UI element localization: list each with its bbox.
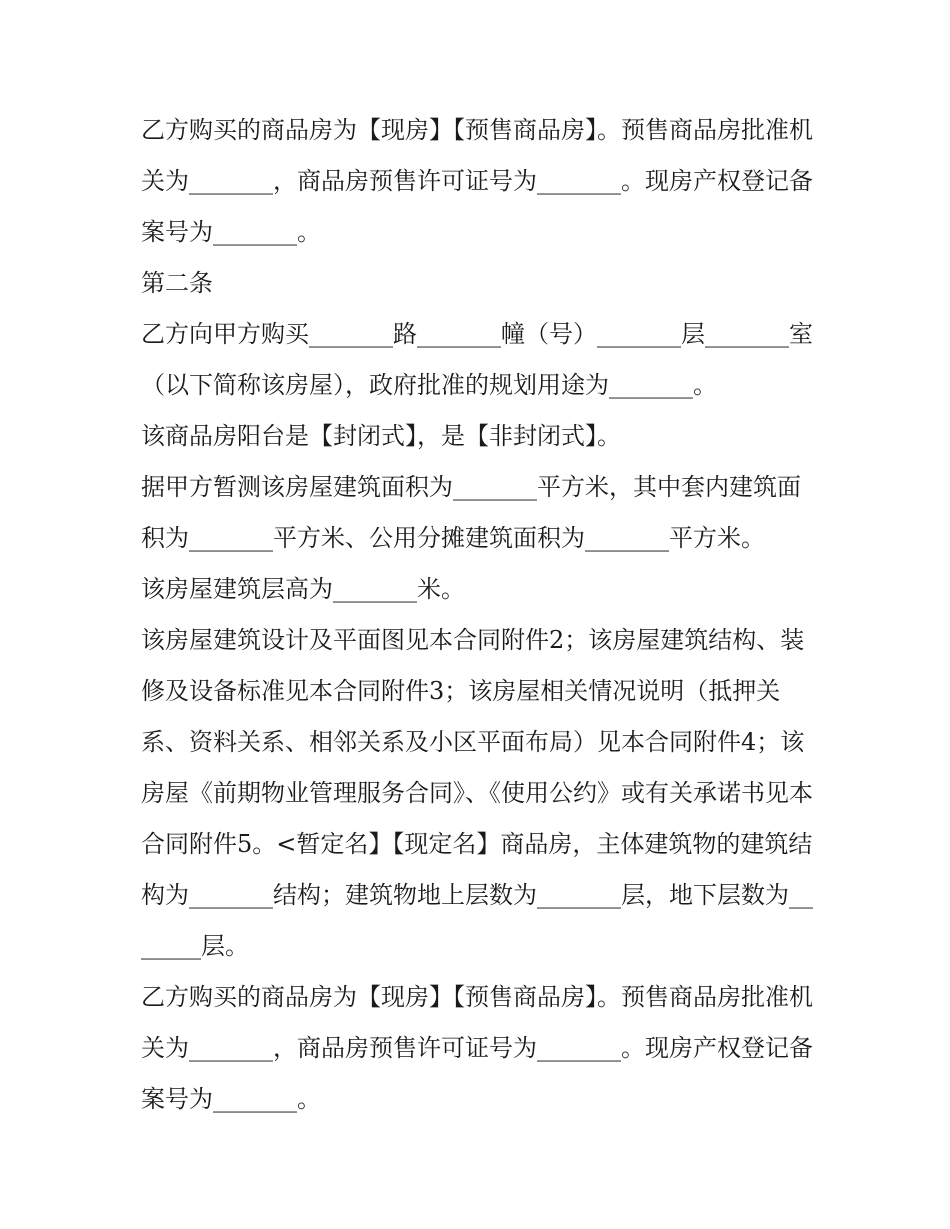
paragraph-area: 据甲方暂测该房屋建筑面积为_______平方米，其中套内建筑面积为_______平方米、公用分摊建筑面积为_______平方米。 <box>141 473 801 552</box>
paragraph-purchase-type: 乙方购买的商品房为【现房】【预售商品房】。预售商品房批准机关为_______，商品房预售许可证号为_______。现房产权登记备案号为_______。 <box>141 116 813 246</box>
paragraph-balcony: 该商品房阳台是【封闭式】，是【非封闭式】。 <box>141 422 621 450</box>
paragraph-attachments: 该房屋建筑设计及平面图见本合同附件2；该房屋建筑结构、装修及设备标准见本合同附件3；该房屋相关情况说明（抵押关系、资料关系、相邻关系及小区平面布局）见本合同附件4；该房屋《前期物业管理服务合同》、《使用公约》或有关承诺书见本合同附件5。<暂定名】【现定名】商品房，主体建筑物的建筑结构为_______结构；建筑物地上层数为_______层，地下层数为_______层。 <box>141 626 813 960</box>
paragraph-floor-height: 该房屋建筑层高为_______米。 <box>141 575 465 603</box>
paragraph-location: 乙方向甲方购买_______路_______幢（号）_______层_______室（以下简称该房屋），政府批准的规划用途为_______。 <box>141 320 813 399</box>
article-heading-2: 第二条 <box>141 269 213 297</box>
document-body <box>141 105 813 1125</box>
paragraph-purchase-type-repeat: 乙方购买的商品房为【现房】【预售商品房】。预售商品房批准机关为_______，商品房预售许可证号为_______。现房产权登记备案号为_______。 <box>141 983 813 1113</box>
